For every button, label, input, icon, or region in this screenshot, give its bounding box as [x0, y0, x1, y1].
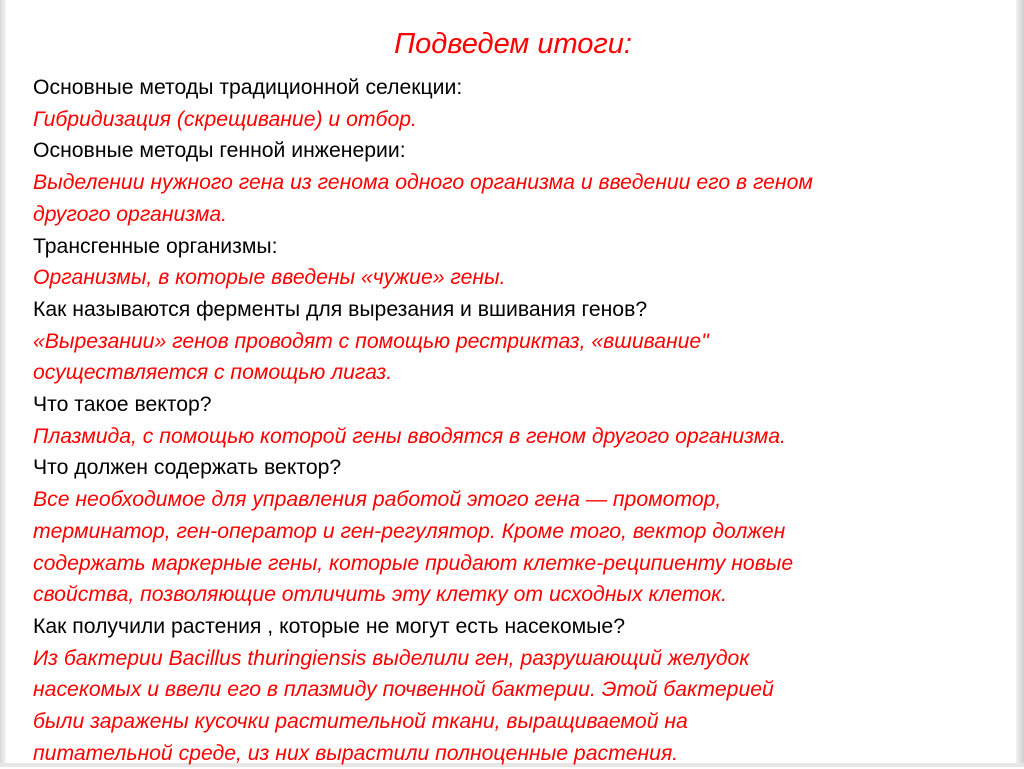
- question-line: Трансгенные организмы:: [33, 234, 278, 258]
- answer-line: Плазмида, с помощью которой гены вводятся в геном другого организма.: [33, 424, 786, 448]
- answer-line: Все необходимое для управления работой этого гена — промотор,: [33, 488, 722, 512]
- question-line: Как называются ферменты для вырезания и вшивания генов?: [33, 297, 648, 321]
- answer-line: содержать маркерные гены, которые придают клетке-реципиенту новые: [33, 551, 794, 575]
- question-line: Основные методы традиционной селекции:: [33, 76, 463, 99]
- answer-line: свойства, позволяющие отличить эту клетку от исходных клеток.: [33, 583, 728, 607]
- answer-line: терминатор, ген-оператор и ген-регулятор. Кроме того, вектор должен: [33, 519, 786, 543]
- slide-frame-right: [1016, 0, 1024, 767]
- slide-frame-left: [0, 0, 6, 767]
- answer-line: осуществляется с помощью лигаз.: [33, 361, 393, 385]
- answer-line: Выделении нужного гена из генома одного организма и введении его в геном: [33, 171, 813, 195]
- answer-line: насекомых и ввели его в плазмиду почвенной бактерии. Этой бактерией: [33, 678, 774, 702]
- answer-line: другого организма.: [33, 202, 228, 226]
- answer-line: питательной среде, из них вырастили полноценные растения.: [33, 741, 679, 765]
- question-line: Основные методы генной инженерии:: [33, 139, 406, 163]
- slide-title: Подведем итоги:: [394, 28, 632, 60]
- answer-line: Организмы, в которые введены «чужие» гены.: [33, 266, 506, 290]
- answer-line: Гибридизация (скрещивание) и отбор.: [33, 107, 417, 131]
- answer-line: «Вырезании» генов проводят с помощью рестриктаз, «вшивание": [33, 329, 709, 353]
- question-line: Как получили растения , которые не могут есть насекомые?: [33, 614, 625, 638]
- answer-line: Из бактерии Bacillus thuringiensis выделили ген, разрушающий желудок: [33, 646, 750, 670]
- answer-line: были заражены кусочки растительной ткани, выращиваемой на: [33, 710, 688, 734]
- slide-content: [33, 20, 993, 769]
- question-line: Что такое вектор?: [33, 393, 212, 417]
- question-line: Что должен содержать вектор?: [33, 456, 342, 480]
